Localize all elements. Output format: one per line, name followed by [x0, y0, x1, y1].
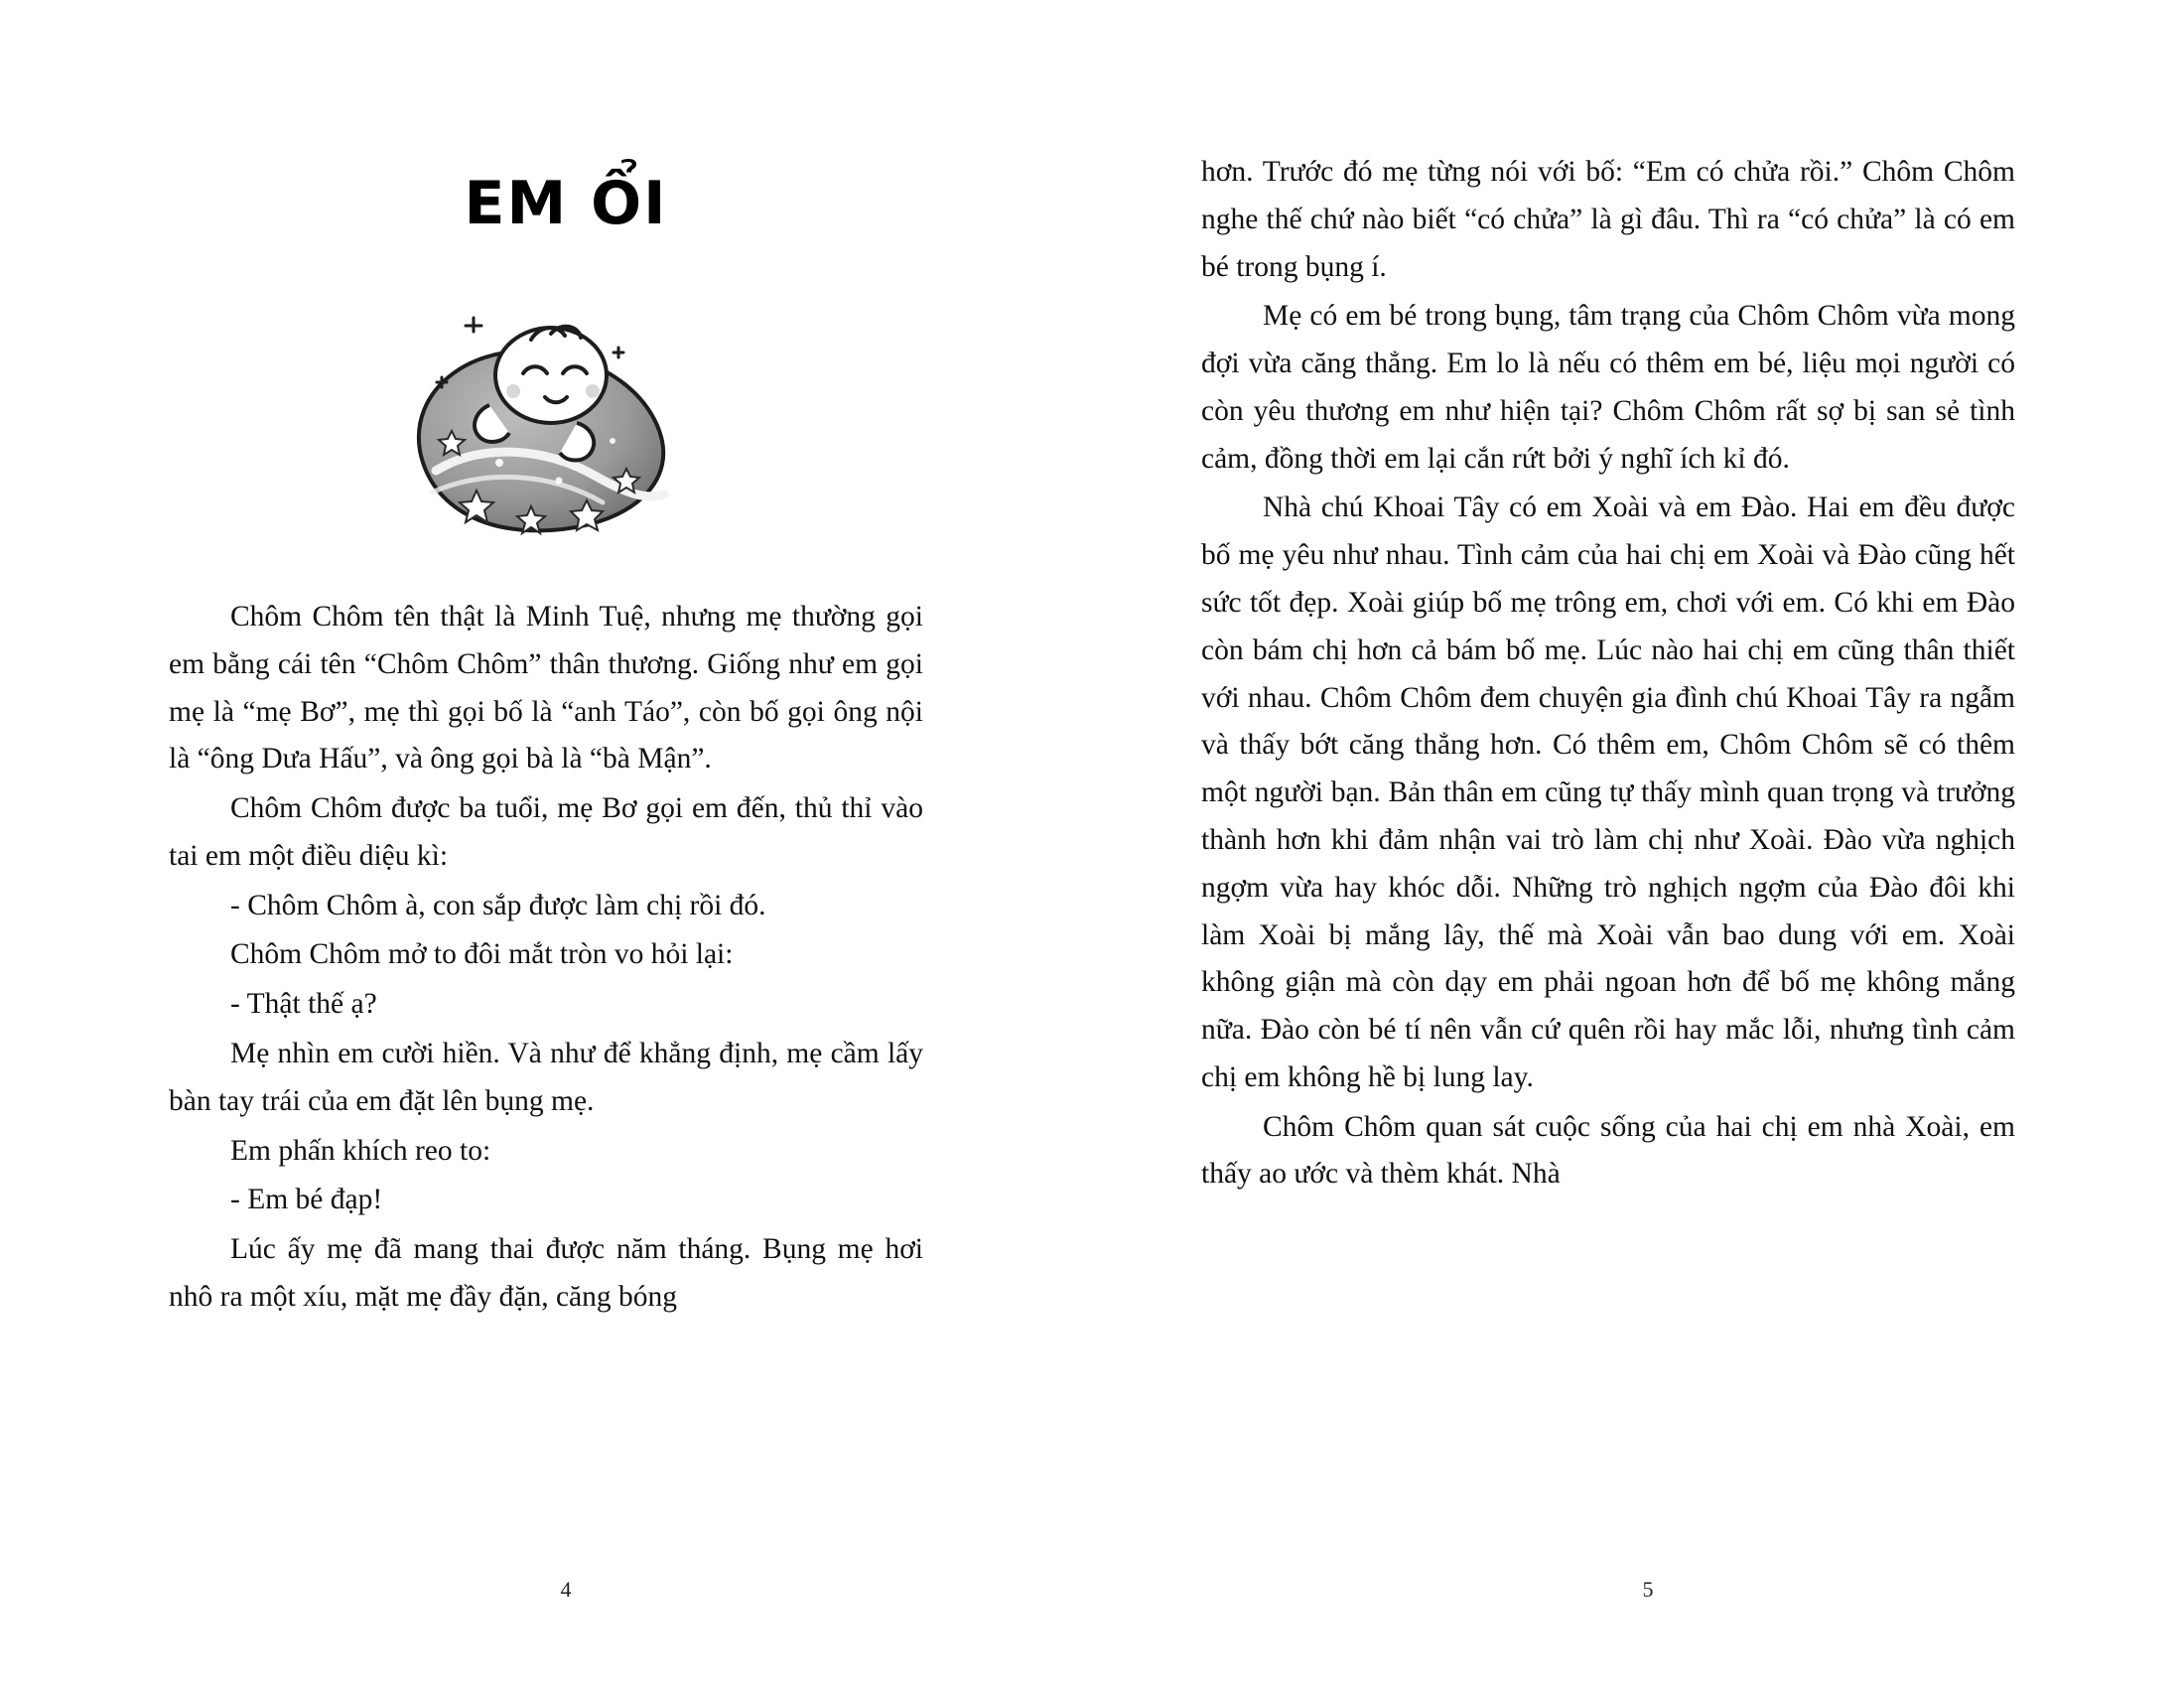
sleeping-baby-illustration	[382, 256, 710, 554]
page-title: EM ỔI	[464, 169, 668, 238]
paragraph: - Em bé đạp!	[230, 1184, 383, 1216]
paragraph: Lúc ấy mẹ đã mang thai được năm tháng. Bụng mẹ hơi nhô ra một xíu, mặt mẹ đầy đặn, căng bóng	[169, 1233, 923, 1313]
paragraph: Mẹ có em bé trong bụng, tâm trạng của Chôm Chôm vừa mong đợi vừa căng thẳng. Em lo là nếu có thêm em bé, liệu mọi người có còn yêu thương em như hiện tại? Chôm Chôm rất sợ bị san sẻ tình cảm, đồng thời em lại cắn rứt bởi ý nghĩ ích kỉ đó.	[1201, 300, 2015, 475]
paragraph: Chôm Chôm quan sát cuộc sống của hai chị em nhà Xoài, em thấy ao ước và thèm khát. Nhà	[1201, 1110, 2015, 1191]
paragraph: Em phấn khích reo to:	[230, 1134, 491, 1167]
paragraph: - Thật thế ạ?	[230, 988, 377, 1021]
page-number: 4	[560, 1577, 572, 1602]
paragraph: - Chôm Chôm à, con sắp được làm chị rồi đó.	[230, 889, 766, 921]
page-number: 5	[1642, 1577, 1654, 1602]
paragraph: Nhà chú Khoai Tây có em Xoài và em Đào. Hai em đều được bố mẹ yêu như nhau. Tình cảm của hai chị em Xoài và Đào cũng hết sức tốt đẹp. Xoài giúp bố mẹ trông em, chơi với em. Có khi em Đào còn bám chị hơn cả bám bố mẹ. Lúc nào hai chị em cũng thân thiết với nhau. Chôm Chôm đem chuyện gia đình chú Khoai Tây ra ngẫm và thấy bớt căng thẳng hơn. Có thêm em, Chôm Chôm sẽ có thêm một người bạn. Bản thân em cũng tự thấy mình quan trọng và trưởng thành hơn khi đảm nhận vai trò làm chị như Xoài. Đào vừa nghịch ngợm vừa hay khóc dỗi. Những trò nghịch ngợm của Đào đôi khi làm Xoài bị mắng lây, thế mà Xoài vẫn bao dung với em. Xoài không giận mà còn dạy em phải ngoan hơn để bố mẹ không mắng nữa. Đào còn bé tí nên vẫn cứ quên rồi hay mắc lỗi, nhưng tình cảm chị em không hề bị lung lay.	[1201, 492, 2015, 1093]
paragraph: Chôm Chôm được ba tuổi, mẹ Bơ gọi em đến, thủ thỉ vào tai em một điều diệu kì:	[169, 792, 923, 872]
page-right	[1092, 0, 2184, 1688]
paragraph: Chôm Chôm tên thật là Minh Tuệ, nhưng mẹ thường gọi em bằng cái tên “Chôm Chôm” thân thương. Giống như em gọi mẹ là “mẹ Bơ”, mẹ thì gọi bố là “anh Táo”, còn bố gọi ông nội là “ông Dưa Hấu”, và ông gọi bà là “bà Mận”.	[169, 601, 923, 775]
paragraph: Mẹ nhìn em cười hiền. Và như để khẳng định, mẹ cầm lấy bàn tay trái của em đặt lên bụng mẹ.	[169, 1038, 923, 1117]
paragraph: hơn. Trước đó mẹ từng nói với bố: “Em có chửa rồi.” Chôm Chôm nghe thế chứ nào biết “có chửa” là gì đâu. Thì ra “có chửa” là có em bé trong bụng í.	[1201, 156, 2015, 283]
paragraph: Chôm Chôm mở to đôi mắt tròn vo hỏi lại:	[230, 938, 734, 971]
